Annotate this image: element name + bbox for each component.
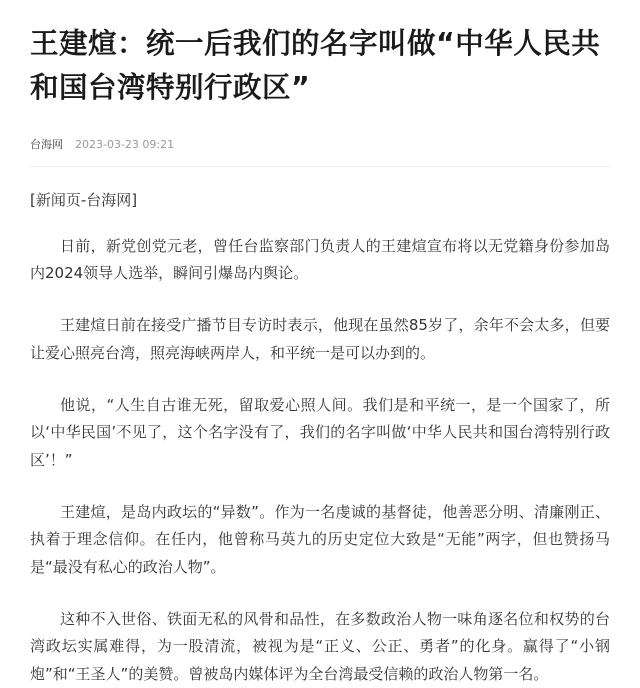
article-meta <box>30 136 610 152</box>
article-source[interactable]: 台海网 <box>30 136 63 152</box>
article-paragraph: 王建煊，是岛内政坛的“异数”。作为一名虔诚的基督徒，他善恶分明、清廉刚正、执着于理念信仰。在任内，他曾称马英九的历史定位大致是“无能”两字，但也赞扬马是“最没有私心的政治人物”。 <box>30 499 610 582</box>
article-paragraph: 王建煊日前在接受广播节目专访时表示，他现在虽然85岁了，余年不会太多，但要让爱心照亮台湾，照亮海峡两岸人，和平统一是可以办到的。 <box>30 312 610 367</box>
source-tag: [新闻页-台海网] <box>30 187 610 215</box>
article-paragraph: 日前，新党创党元老，曾任台监察部门负责人的王建煊宣布将以无党籍身份参加岛内2024领导人选举，瞬间引爆岛内舆论。 <box>30 233 610 288</box>
meta-divider <box>30 166 610 167</box>
article-paragraph: 这种不入世俗、铁面无私的风骨和品性，在多数政治人物一味角逐名位和权势的台湾政坛实属难得，为一股清流，被视为是“正义、公正、勇者”的化身。赢得了“小钢炮”和“王圣人”的美赞。曾被岛内媒体评为全台湾最受信赖的政治人物第一名。 <box>30 606 610 688</box>
article-paragraph: 他说，“人生自古谁无死，留取爱心照人间。我们是和平统一，是一个国家了，所以‘中华民国’不见了，这个名字没有了，我们的名字叫做‘中华人民共和国台湾特别行政区’！” <box>30 392 610 475</box>
article-title: 王建煊：统一后我们的名字叫做“中华人民共和国台湾特别行政区” <box>30 0 610 110</box>
article-body <box>30 187 610 688</box>
publish-time: 2023-03-23 09:21 <box>75 138 174 151</box>
